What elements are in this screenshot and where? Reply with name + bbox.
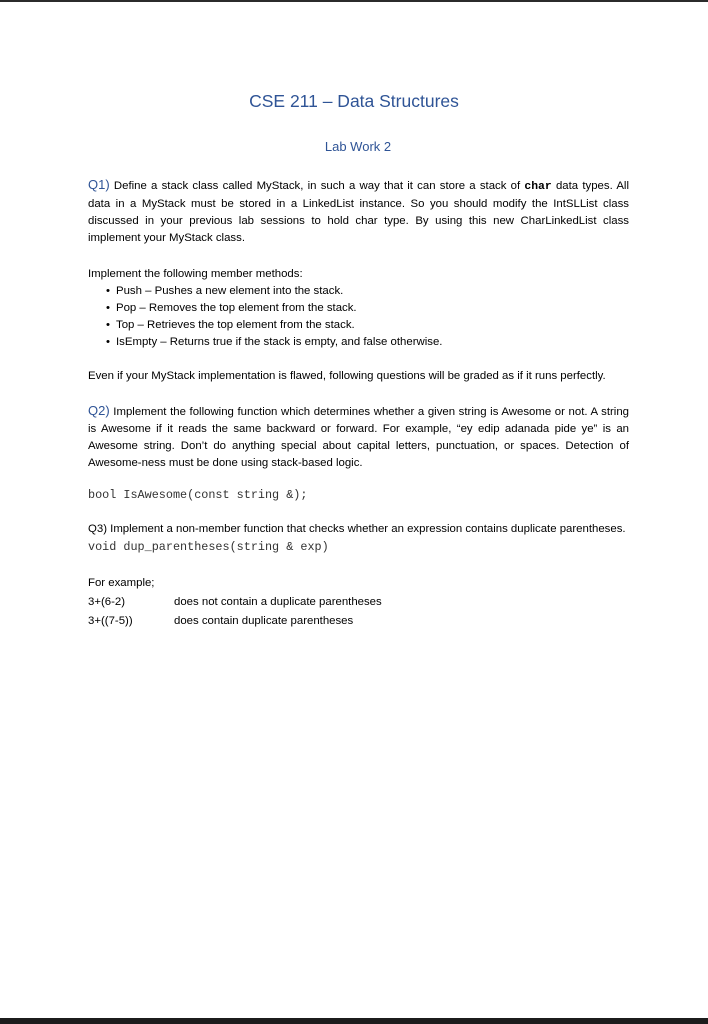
top-border — [0, 0, 708, 2]
list-item — [106, 300, 629, 317]
example-description: does contain duplicate parentheses — [174, 615, 354, 627]
methods-intro: Implement the following member methods: — [88, 268, 303, 280]
q3-paragraph: Q3) Implement a non-member function that checks whether an expression contains duplicate parentheses. — [88, 523, 626, 535]
q1-text-after: data types. All data in a MyStack must be stored in a LinkedList instance. So you should modify the IntSLList class discussed in your previous lab sessions to hold char type. By using this new CharLinkedList class implement your MyStack class. — [88, 180, 629, 244]
method-text: Top – Retrieves the top element from the stack. — [116, 319, 355, 331]
list-item — [106, 283, 629, 300]
bullet-icon: • — [106, 302, 110, 314]
example-description: does not contain a duplicate parentheses — [174, 596, 382, 608]
bullet-icon: • — [106, 336, 110, 348]
page-title: CSE 211 – Data Structures — [249, 91, 459, 111]
q3-code: void dup_parentheses(string & exp) — [88, 540, 329, 554]
example-intro: For example; — [88, 577, 155, 589]
method-text: IsEmpty – Returns true if the stack is empty, and false otherwise. — [116, 336, 443, 348]
q2-label: Q2) — [88, 403, 110, 418]
bullet-icon: • — [106, 319, 110, 331]
q2-paragraph — [88, 402, 629, 472]
example-expression: 3+((7-5)) — [88, 615, 133, 627]
document-body — [88, 176, 629, 630]
method-text: Push – Pushes a new element into the stack. — [116, 285, 344, 297]
bottom-border — [0, 1018, 708, 1024]
list-item — [106, 317, 629, 334]
q1-paragraph — [88, 176, 629, 247]
q2-text: Implement the following function which determines whether a given string is Awesome or not. A string is Awesome if it reads the same backward or forward. For example, “ey edip adanada pide ye” is an Awesome string. Don’t do anything special about capital letters, punctuation, or spaces. Detection of Awesome-ness must be done using stack-based logic. — [88, 406, 629, 469]
example-row — [88, 594, 629, 611]
example-expression: 3+(6-2) — [88, 596, 126, 608]
q1-label: Q1) — [88, 177, 110, 192]
bullet-icon: • — [106, 285, 110, 297]
q2-code: bool IsAwesome(const string &); — [88, 488, 308, 502]
list-item — [106, 334, 629, 351]
q1-text-before: Define a stack class called MyStack, in such a way that it can store a stack of — [109, 180, 525, 192]
method-text: Pop – Removes the top element from the stack. — [116, 302, 357, 314]
page-subtitle: Lab Work 2 — [324, 139, 392, 154]
example-row — [88, 613, 629, 630]
methods-list — [88, 283, 629, 351]
q1-code-char: char — [524, 181, 552, 193]
q1-note: Even if your MyStack implementation is flawed, following questions will be graded as if it runs perfectly. — [88, 370, 606, 382]
